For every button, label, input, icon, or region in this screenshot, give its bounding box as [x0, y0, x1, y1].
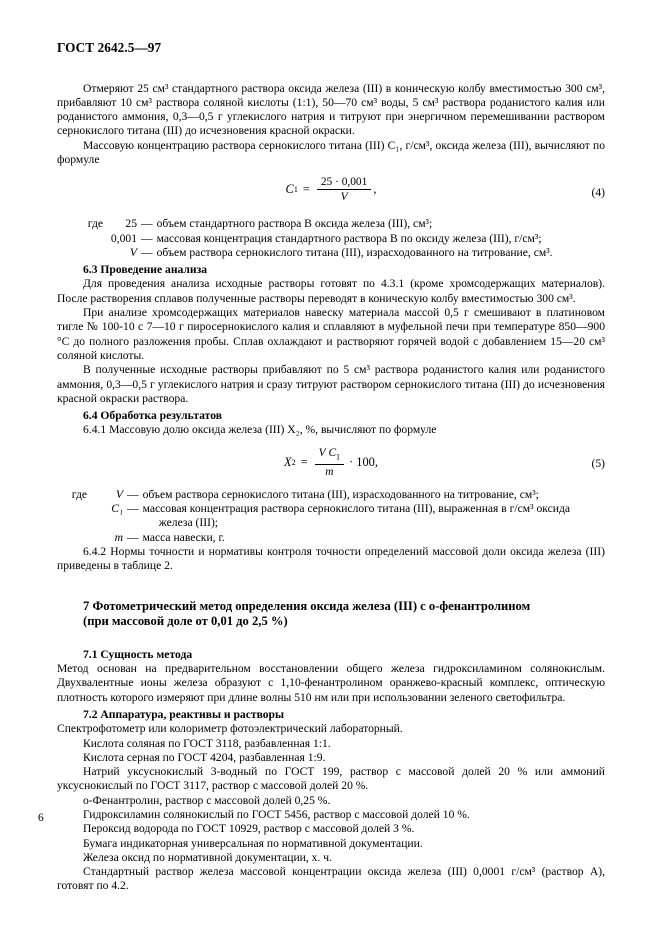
- section-6-body: [57, 82, 605, 574]
- definition-row: [57, 531, 605, 545]
- definition-dash: —: [127, 487, 139, 501]
- heading-7-1: 7.1 Сущность метода: [83, 647, 193, 661]
- formula-4-row: [57, 176, 605, 210]
- reagent-item: Железа оксид по нормативной документации, х. ч.: [83, 850, 332, 864]
- definition-description: объем стандартного раствора В оксида железа (III), см³;: [156, 217, 433, 231]
- definition-dash: —: [127, 530, 139, 544]
- formula-5-row: [57, 447, 605, 481]
- formula-4-expression: [57, 176, 605, 203]
- formula-4-lhs-symbol: C: [285, 182, 294, 197]
- definition-row: [57, 502, 605, 516]
- page-content: [57, 0, 605, 894]
- definition-symbol: 0,001: [110, 231, 137, 245]
- paragraph-6-4-1: 6.4.1 Массовую долю оксида железа (III) X₂, %, вычисляют по формуле: [83, 423, 437, 437]
- paragraph-7-1-method-essence: Метод основан на предварительном восстановлении общего железа гидроксиламином солянокислым. Двухвалентные ионы железа образуют с 1,10-фенантролином оранжево-красный комплекс, оптическую плотность которого измеряют при длине волны 510 нм или при использовании зеленого светофильтра.: [57, 662, 605, 704]
- definition-description-continuation: железа (III);: [158, 516, 219, 530]
- formula-5-numerator-subscript: 1: [336, 452, 341, 462]
- formula-5-number: (5): [591, 456, 605, 470]
- definition-description: масса навески, г.: [142, 530, 225, 544]
- reagent-item: Кислота серная по ГОСТ 4204, разбавленная 1:9.: [83, 750, 326, 764]
- reagent-item: Спектрофотометр или колориметр фотоэлектрический лабораторный.: [57, 722, 403, 736]
- formula-5-definition-list: [57, 488, 605, 545]
- formula-4-equals-sign: =: [302, 182, 310, 197]
- definition-description: объем раствора сернокислого титана (III), израсходованного на титрование, см³.: [156, 245, 553, 259]
- heading-section-7: [57, 599, 605, 630]
- formula-4-fraction: [317, 176, 372, 203]
- formula-4-definition-list: [57, 217, 605, 260]
- paragraph-intro-titration: Отмеряют 25 см³ стандартного раствора оксида железа (III) в коническую колбу вместимостью 300 см³, прибавляют 10 см³ раствора соляной кислоты (1:1), 50—70 см³ воды, 5 см³ раствора роданистого калия или роданистого аммония, 0,3—0,5 г углекислого натрия и титруют при энергичном перемешивании раствором сернокислого титана (III) до исчезновения красной окраски.: [57, 81, 605, 138]
- formula-5-lhs-subscript: 2: [291, 457, 296, 467]
- heading-spacer: [57, 630, 605, 645]
- paragraph-6-3-titration: В полученные исходные растворы прибавляют по 5 см³ раствора роданистого калия или роданистого аммония, 0,3—0,5 г углекислого натрия и сразу титруют раствором сернокислого титана (III) до исчезновения красной окраски раствора.: [57, 363, 605, 405]
- definition-description: массовая концентрация раствора сернокислого титана (III), выраженная в г/см³ оксида: [142, 502, 571, 516]
- section-7-body: [57, 599, 605, 894]
- definition-symbol: 25: [125, 217, 137, 231]
- page-header-standard-number: ГОСТ 2642.5—97: [57, 40, 162, 55]
- formula-5-lhs-symbol: X: [284, 454, 292, 469]
- paragraph-formula4-lead: Массовую концентрацию раствора сернокислого титана (III) C₁, г/см³, оксида железа (III), вычисляют по формуле: [57, 138, 605, 166]
- formula-5-denominator: m: [325, 466, 334, 479]
- paragraph-6-4-2: 6.4.2 Нормы точности и нормативы контроля точности определений массовой доли оксида железа (III) приведены в таблице 2.: [57, 544, 605, 573]
- formula-5-numerator-var-c: C: [328, 446, 337, 459]
- formula-4-trailing-comma: ,: [373, 182, 377, 197]
- formula-5-multiplier: · 100,: [349, 454, 378, 469]
- definition-symbol: V: [115, 487, 123, 501]
- reagent-item: Стандартный раствор железа массовой концентрации оксида железа (III) 0,0001 г/см³ (раствор А), готовят по 4.2.: [57, 865, 605, 893]
- formula-4-numerator: 25 · 0,001: [317, 176, 372, 190]
- definition-row: [57, 488, 605, 502]
- formula-4-lhs-subscript: 1: [293, 185, 298, 195]
- page-number: 6: [38, 812, 44, 824]
- where-label: где: [87, 217, 103, 231]
- formula-5-fraction: [315, 447, 344, 478]
- definition-row: [57, 246, 605, 260]
- definition-description: объем раствора сернокислого титана (III), израсходованного на титрование, см³;: [142, 487, 539, 501]
- reagent-item: Бумага индикаторная универсальная по нормативной документации.: [83, 836, 423, 850]
- formula-5-numerator: [315, 447, 344, 465]
- reagent-item: о-Фенантролин, раствор с массовой долей 0,25 %.: [83, 793, 331, 807]
- definition-dash: —: [141, 231, 153, 245]
- reagent-item: Кислота соляная по ГОСТ 3118, разбавленная 1:1.: [83, 736, 331, 750]
- definition-row: [57, 217, 605, 231]
- definition-dash: —: [127, 502, 139, 516]
- formula-4-denominator: V: [340, 191, 348, 204]
- formula-5-numerator-var-v: V: [318, 446, 326, 459]
- heading-section-7-line2: (при массовой доле от 0,01 до 2,5 %): [83, 614, 288, 629]
- definition-row: [57, 232, 605, 246]
- paragraph-6-3-preparation: Для проведения анализа исходные растворы готовят по 4.3.1 (кроме хромсодержащих материалов). После растворения сплавов полученные растворы переводят в коническую колбу вместимостью 300 см³.: [57, 277, 605, 305]
- heading-6-4: 6.4 Обработка результатов: [83, 409, 222, 423]
- definition-symbol: m: [114, 530, 123, 544]
- definition-description: массовая концентрация стандартного раствора В по оксиду железа (III), г/см³;: [156, 231, 542, 245]
- heading-section-7-line1: 7 Фотометрический метод определения оксида железа (III) с о-фенантролином: [83, 598, 531, 613]
- definition-dash: —: [141, 245, 153, 259]
- heading-6-3: 6.3 Проведение анализа: [83, 263, 208, 277]
- reagent-item: Гидроксиламин солянокислый по ГОСТ 5456, раствор с массовой долей 10 %.: [83, 807, 470, 821]
- definition-symbol: C₁: [111, 502, 123, 516]
- reagent-item: Натрий уксуснокислый 3-водный по ГОСТ 199, раствор с массовой долей 20 % или аммоний уксуснокислый по ГОСТ 3117, раствор с массовой долей 20 %.: [57, 765, 605, 793]
- definition-spacer: [123, 516, 137, 530]
- formula-4-number: (4): [591, 186, 605, 200]
- section-spacer: [57, 574, 605, 599]
- heading-7-2: 7.2 Аппаратура, реактивы и растворы: [83, 707, 285, 721]
- where-label: где: [71, 487, 87, 501]
- definition-dash: —: [141, 217, 153, 231]
- formula-5-expression: [57, 447, 605, 478]
- definition-row-continuation: [57, 516, 605, 530]
- reagent-item: Пероксид водорода по ГОСТ 10929, раствор с массовой долей 3 %.: [83, 822, 415, 836]
- paragraph-6-3-chromium-materials: При анализе хромсодержащих материалов навеску материала массой 0,5 г смешивают в платиновом тигле № 100-10 с 7—10 г пиросернокислого калия и сплавляют в муфельной печи при температуре 850—900 °С до полного разложения пробы. Сплав охлаждают и растворяют горячей водой с добавлением 15—20 см³ соляной кислоты.: [57, 306, 605, 362]
- definition-symbol: V: [129, 245, 137, 259]
- formula-5-equals-sign: =: [300, 454, 308, 469]
